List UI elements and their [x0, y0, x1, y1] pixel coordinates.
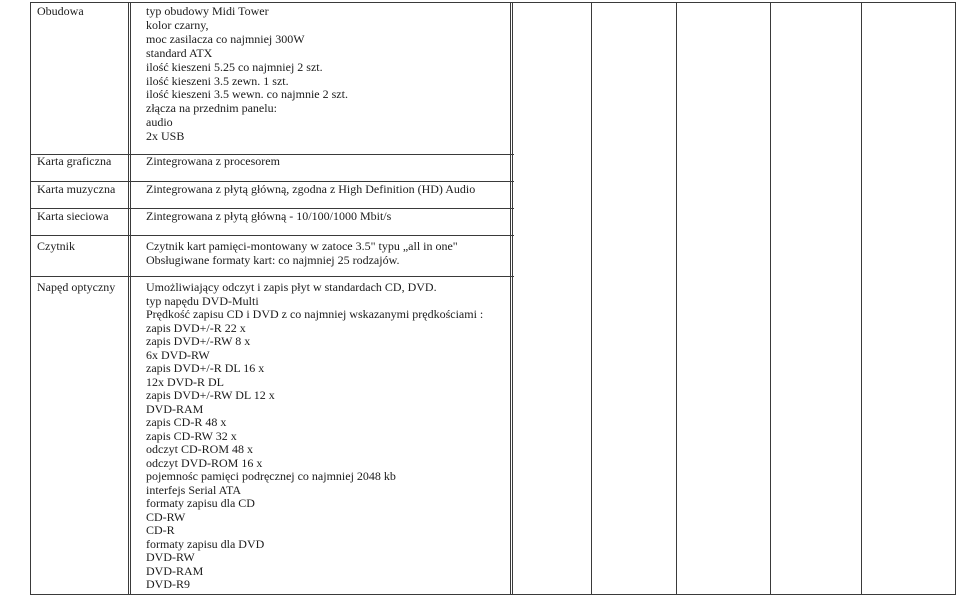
spec-line: 6x DVD-RW [146, 347, 210, 362]
row-label-text: Obudowa [37, 4, 84, 18]
row-label-text: Karta graficzna [37, 154, 112, 168]
row-label [37, 210, 109, 224]
column-divider [676, 2, 677, 595]
row-label-text: Karta sieciowa [37, 209, 109, 223]
row-spec [146, 240, 458, 268]
table-border-left [30, 2, 31, 595]
row-label [37, 155, 111, 169]
row-divider [30, 235, 514, 236]
spec-line: typ obudowy Midi Tower [146, 4, 269, 18]
spec-line: zapis DVD+/-R DL 16 x [146, 361, 265, 375]
column-divider [861, 2, 862, 595]
spec-line: CD-R [146, 523, 175, 537]
spec-line: DVD-RAM [146, 401, 204, 416]
spec-line: Zintegrowana z płytą główną, zgodna z High Definition (HD) Audio [146, 182, 476, 196]
row-spec [146, 5, 348, 144]
spec-line: DVD-R9 [146, 577, 190, 591]
row-label-text: Czytnik [37, 239, 75, 253]
table-border-right [955, 2, 956, 595]
spec-line: ilość kieszeni 5.25 co najmniej 2 szt. [146, 59, 323, 74]
table-border-bottom [30, 594, 956, 595]
spec-line: zapis CD-RW 32 x [146, 428, 237, 443]
spec-line: zapis DVD+/-RW 8 x [146, 334, 251, 348]
spec-line: typ napędu DVD-Multi [146, 293, 259, 308]
spec-line: Zintegrowana z płytą główną - 10/100/1000 Mbit/s [146, 209, 392, 223]
column-divider [591, 2, 592, 595]
spec-line: CD-RW [146, 509, 186, 524]
spec-line: zapis CD-R 48 x [146, 415, 227, 429]
row-label [37, 5, 84, 19]
column-divider [770, 2, 771, 595]
row-label [37, 183, 115, 197]
spec-line: audio [146, 115, 173, 130]
column-divider [128, 2, 131, 595]
row-spec [146, 155, 280, 169]
spec-line: formaty zapisu dla DVD [146, 536, 265, 551]
row-label-text: Napęd optyczny [37, 280, 116, 294]
spec-line: kolor czarny, [146, 17, 209, 32]
spec-line: Prędkość zapisu CD i DVD z co najmniej wskazanymi prędkościami : [146, 307, 484, 321]
row-label-text: Karta muzyczna [37, 182, 116, 196]
spec-line: złącza na przednim panelu: [146, 101, 277, 116]
row-label [37, 240, 75, 254]
spec-line: DVD-RAM [146, 563, 204, 578]
column-divider [510, 2, 513, 595]
spec-line: pojemnośc pamięci podręcznej co najmniej 2048 kb [146, 469, 396, 483]
spec-line: zapis DVD+/-RW DL 12 x [146, 388, 275, 402]
row-label [37, 281, 115, 295]
spec-line: formaty zapisu dla CD [146, 496, 255, 510]
spec-line: standard ATX [146, 45, 213, 60]
spec-line: odczyt DVD-ROM 16 x [146, 455, 263, 470]
spec-line: DVD-RW [146, 550, 195, 564]
table-border-top [30, 2, 956, 3]
spec-line: ilość kieszeni 3.5 wewn. co najmnie 2 szt. [146, 87, 348, 102]
row-divider [30, 276, 514, 277]
spec-line: interfejs Serial ATA [146, 482, 242, 497]
spec-line: Umożliwiający odczyt i zapis płyt w standardach CD, DVD. [146, 280, 437, 294]
spec-line: ilość kieszeni 3.5 zewn. 1 szt. [146, 73, 289, 88]
row-spec [146, 183, 475, 197]
row-spec [146, 281, 483, 592]
spec-line: Obsługiwane formaty kart: co najmniej 25 rodzajów. [146, 252, 400, 267]
spec-line: 12x DVD-R DL [146, 374, 224, 389]
spec-line: moc zasilacza co najmniej 300W [146, 31, 305, 46]
spec-line: 2x USB [146, 129, 185, 144]
spec-line: odczyt CD-ROM 48 x [146, 442, 253, 456]
row-spec [146, 210, 391, 224]
spec-line: Zintegrowana z procesorem [146, 154, 280, 168]
spec-line: Czytnik kart pamięci-montowany w zatoce 3.5" typu „all in one" [146, 239, 458, 253]
spec-line: zapis DVD+/-R 22 x [146, 320, 246, 335]
